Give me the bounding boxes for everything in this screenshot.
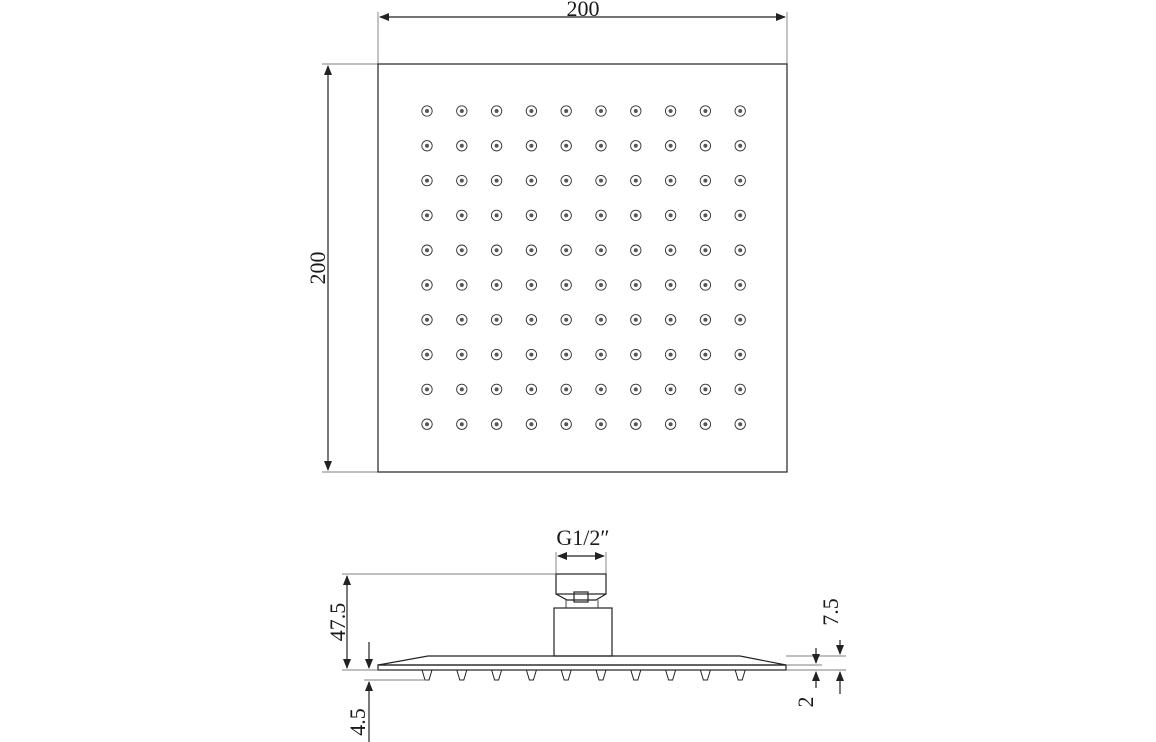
shower-plate-outline <box>378 64 787 472</box>
side-nozzle <box>526 670 536 680</box>
nozzle-icon <box>596 106 606 116</box>
nozzle-icon <box>526 315 536 325</box>
nozzle-icon <box>422 349 432 359</box>
nozzle-icon <box>596 141 606 151</box>
nozzle-icon <box>457 141 467 151</box>
nozzle-icon <box>631 280 641 290</box>
nozzle-icon <box>631 141 641 151</box>
side-nozzle <box>700 670 710 680</box>
nozzle-icon <box>457 384 467 394</box>
nozzle-icon <box>735 315 745 325</box>
side-nozzle <box>666 670 676 680</box>
nozzle-icon <box>631 106 641 116</box>
nozzle-icon <box>422 106 432 116</box>
nozzle-icon <box>561 106 571 116</box>
nozzle-icon <box>561 349 571 359</box>
nozzle-icon <box>561 210 571 220</box>
side-view <box>325 525 846 742</box>
nozzle-icon <box>491 210 501 220</box>
nozzle-icon <box>700 315 710 325</box>
width-dimension-label: 200 <box>566 0 600 21</box>
nozzle-icon <box>700 245 710 255</box>
nozzle-icon <box>491 315 501 325</box>
nozzle-icon <box>735 106 745 116</box>
nozzle-icon <box>735 349 745 359</box>
nozzle-icon <box>665 419 675 429</box>
nozzle-icon <box>596 280 606 290</box>
nozzle-icon <box>631 175 641 185</box>
nozzle-icon <box>422 384 432 394</box>
nozzle-icon <box>526 349 536 359</box>
nozzle-icon <box>735 175 745 185</box>
nozzle-icon <box>596 175 606 185</box>
nozzle-icon <box>526 106 536 116</box>
nozzle-icon <box>422 210 432 220</box>
nozzle-icon <box>526 419 536 429</box>
nozzle-icon <box>526 175 536 185</box>
nozzle-icon <box>526 384 536 394</box>
connector-taper <box>556 594 606 600</box>
nozzle-icon <box>526 245 536 255</box>
nozzle-icon <box>631 419 641 429</box>
plate-thickness-label: 7.5 <box>818 598 843 626</box>
nozzle-icon <box>457 210 467 220</box>
nozzle-icon <box>457 315 467 325</box>
nozzle-icon <box>665 141 675 151</box>
nozzle-icon <box>631 349 641 359</box>
nozzle-icon <box>422 419 432 429</box>
side-nozzle <box>492 670 502 680</box>
side-nozzle <box>561 670 571 680</box>
nozzle-icon <box>596 384 606 394</box>
threaded-connector <box>556 574 606 594</box>
nozzle-icon <box>457 419 467 429</box>
nozzle-icon <box>491 106 501 116</box>
nozzle-icon <box>735 280 745 290</box>
plate-edge-label: 2 <box>793 696 818 708</box>
nozzle-icon <box>700 210 710 220</box>
top-view <box>305 0 787 472</box>
nozzle-icon <box>700 141 710 151</box>
nozzle-icon <box>700 280 710 290</box>
nozzle-icon <box>457 245 467 255</box>
nozzle-icon <box>491 245 501 255</box>
nozzle-icon <box>491 141 501 151</box>
nozzle-icon <box>596 210 606 220</box>
nozzle-icon <box>491 384 501 394</box>
side-nozzle <box>631 670 641 680</box>
nozzle-icon <box>700 175 710 185</box>
side-nozzles <box>422 670 745 680</box>
nozzle-icon <box>700 106 710 116</box>
nozzle-icon <box>422 141 432 151</box>
nozzle-icon <box>631 210 641 220</box>
nozzle-depth-label: 4.5 <box>345 708 370 736</box>
nozzle-grid <box>422 106 746 430</box>
nozzle-icon <box>561 315 571 325</box>
nozzle-icon <box>526 280 536 290</box>
nozzle-icon <box>491 349 501 359</box>
nozzle-icon <box>700 419 710 429</box>
nozzle-icon <box>422 280 432 290</box>
nozzle-icon <box>561 245 571 255</box>
nozzle-icon <box>665 280 675 290</box>
nozzle-icon <box>457 349 467 359</box>
plate-profile-body <box>378 665 786 670</box>
nozzle-icon <box>735 210 745 220</box>
nozzle-icon <box>526 141 536 151</box>
nozzle-icon <box>665 245 675 255</box>
nozzle-icon <box>561 419 571 429</box>
nozzle-icon <box>596 419 606 429</box>
nozzle-icon <box>665 349 675 359</box>
nozzle-icon <box>700 349 710 359</box>
nozzle-icon <box>735 384 745 394</box>
nozzle-icon <box>491 419 501 429</box>
nozzle-icon <box>596 245 606 255</box>
nozzle-icon <box>665 210 675 220</box>
nozzle-icon <box>700 384 710 394</box>
nozzle-icon <box>631 315 641 325</box>
total-height-label: 47.5 <box>325 602 350 642</box>
nozzle-icon <box>422 175 432 185</box>
nozzle-icon <box>457 280 467 290</box>
side-nozzle <box>596 670 606 680</box>
nozzle-icon <box>491 280 501 290</box>
side-nozzle <box>457 670 467 680</box>
nozzle-icon <box>665 384 675 394</box>
nozzle-icon <box>561 175 571 185</box>
nozzle-icon <box>561 384 571 394</box>
nozzle-icon <box>422 245 432 255</box>
nozzle-icon <box>491 175 501 185</box>
swivel-body <box>554 608 612 656</box>
nozzle-icon <box>457 175 467 185</box>
nozzle-icon <box>422 315 432 325</box>
nozzle-icon <box>561 280 571 290</box>
nozzle-icon <box>735 245 745 255</box>
nozzle-icon <box>457 106 467 116</box>
nozzle-icon <box>631 245 641 255</box>
nozzle-icon <box>596 349 606 359</box>
nozzle-icon <box>665 315 675 325</box>
side-nozzle <box>422 670 432 680</box>
nozzle-icon <box>631 384 641 394</box>
nozzle-icon <box>665 175 675 185</box>
plate-profile-top <box>378 656 786 665</box>
thread-size-label: G1/2″ <box>556 525 610 550</box>
nozzle-icon <box>561 141 571 151</box>
nozzle-icon <box>596 315 606 325</box>
height-dimension-label: 200 <box>305 251 330 285</box>
nozzle-icon <box>526 210 536 220</box>
side-nozzle <box>735 670 745 680</box>
nozzle-icon <box>735 141 745 151</box>
nozzle-icon <box>665 106 675 116</box>
nozzle-icon <box>735 419 745 429</box>
